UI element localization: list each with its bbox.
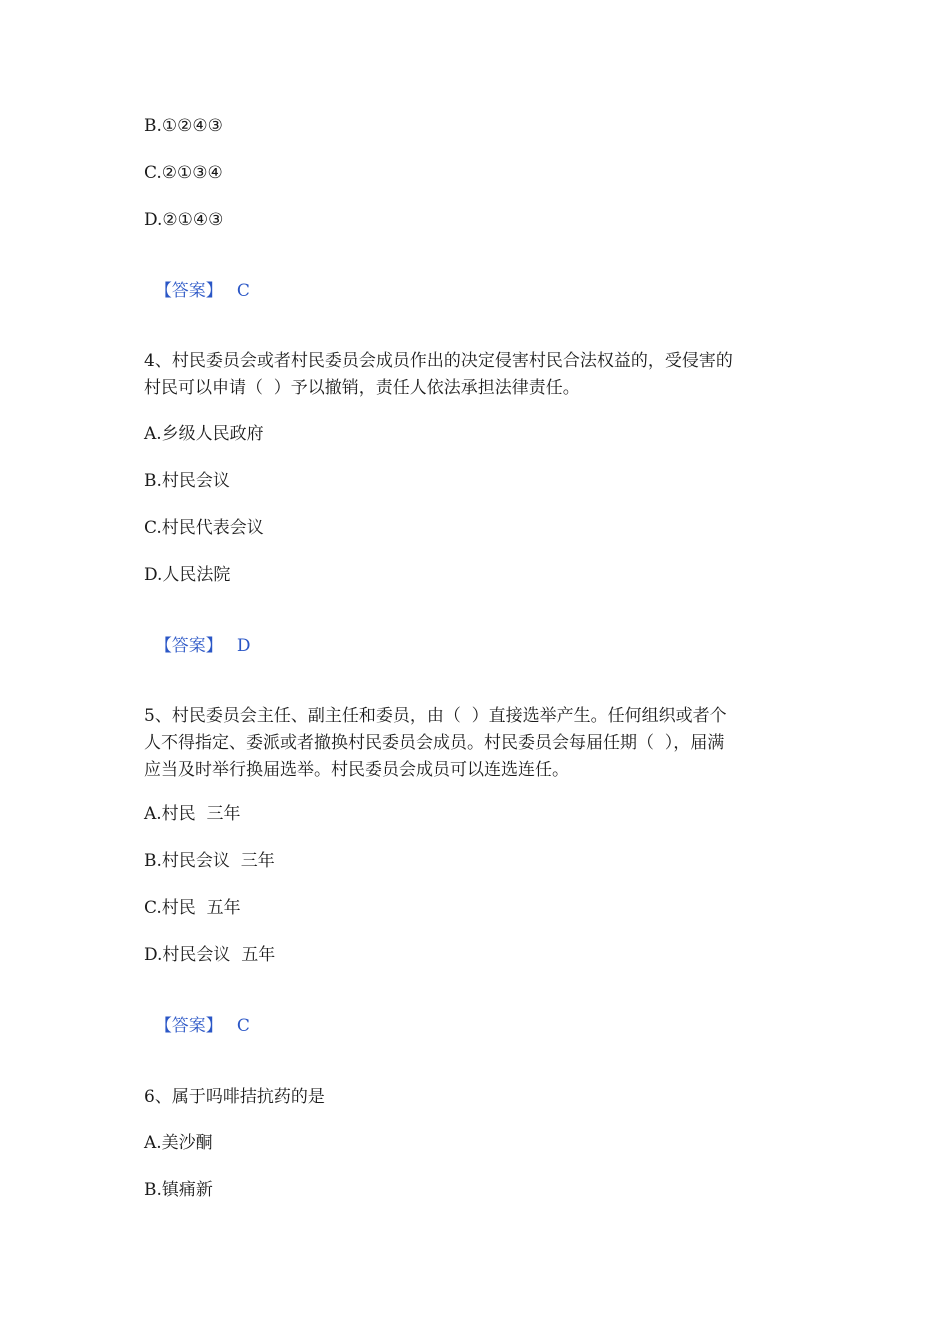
question-line: 应当及时举行换届选举。村民委员会成员可以连选连任。 — [144, 760, 569, 780]
option-c: C.②①③④ — [144, 163, 223, 183]
answer-value: C — [236, 281, 250, 301]
answer-value: C — [236, 1016, 250, 1036]
answer-label: 【答案】 — [154, 1016, 223, 1036]
question-4-text — [144, 348, 824, 402]
answer-label: 【答案】 — [154, 636, 223, 656]
option-a: A.美沙酮 — [144, 1133, 213, 1153]
answer-value: D — [236, 636, 251, 656]
option-c: C.村民 五年 — [144, 898, 241, 918]
option-c: C.村民代表会议 — [144, 518, 264, 538]
question-line: 6、属于吗啡拮抗药的是 — [144, 1087, 325, 1107]
option-d: D.②①④③ — [144, 210, 224, 230]
answer-line — [144, 990, 250, 1038]
answer-line — [144, 610, 250, 658]
question-line: 5、村民委员会主任、副主任和委员，由（ ）直接选举产生。任何组织或者个 — [144, 706, 727, 726]
question-6-text — [144, 1084, 824, 1111]
option-a: A.村民 三年 — [144, 804, 241, 824]
question-line: 村民可以申请（ ）予以撤销，责任人依法承担法律责任。 — [144, 378, 580, 398]
option-d: D.村民会议 五年 — [144, 945, 276, 965]
question-line: 人不得指定、委派或者撤换村民委员会成员。村民委员会每届任期（ ），届满 — [144, 733, 725, 753]
option-b: B.村民会议 — [144, 471, 230, 491]
option-b: B.村民会议 三年 — [144, 851, 275, 871]
answer-line — [144, 255, 250, 303]
option-b: B.镇痛新 — [144, 1180, 213, 1200]
option-d: D.人民法院 — [144, 565, 231, 585]
option-a: A.乡级人民政府 — [144, 424, 264, 444]
option-b: B.①②④③ — [144, 116, 223, 136]
question-5-text — [144, 703, 824, 784]
question-line: 4、村民委员会或者村民委员会成员作出的决定侵害村民合法权益的，受侵害的 — [144, 351, 733, 371]
answer-label: 【答案】 — [154, 281, 223, 301]
